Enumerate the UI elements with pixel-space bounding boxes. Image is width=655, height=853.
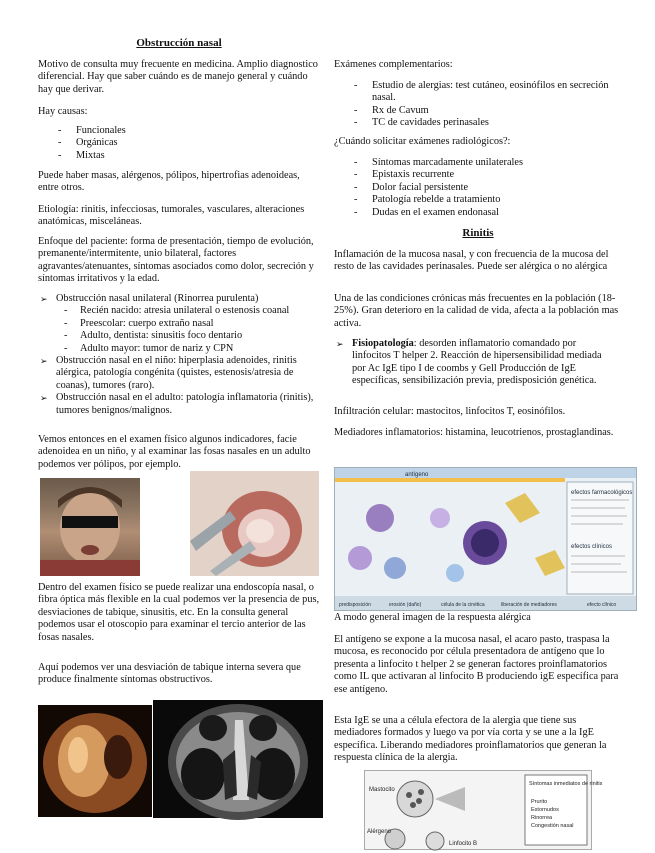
list-item: - TC de cavidades perinasales xyxy=(334,117,622,129)
list-item: - Estudio de alergias: test cutáneo, eosinófilos en secreción nasal. xyxy=(334,80,622,105)
diagram-bottom-label: efecto clínico xyxy=(587,602,617,608)
diagram-clinical-effects-label: efectos clínicos xyxy=(571,544,613,550)
diagram-caption: A modo general imagen de la respuesta alérgica xyxy=(334,612,531,623)
diagram-sintoma: Congestión nasal xyxy=(531,823,574,829)
examen-paragraph: Vemos entonces en el examen físico algunos indicadores, facie adenoidea en un niño, y al examinar las fosas nasales en un adulto podemos ver pólipos, por ejemplo. xyxy=(38,434,311,470)
immune-cascade-illustration xyxy=(335,468,636,610)
fisio-label: Fisiopatología xyxy=(352,338,414,349)
diagram-sintoma: Rinorrea xyxy=(531,815,553,821)
list-item: - Funcionales xyxy=(38,125,320,137)
list-item: - Dolor facial persistente xyxy=(334,182,622,194)
sinus-ct-illustration xyxy=(153,700,323,818)
list-item: - Preescolar: cuerpo extraño nasal xyxy=(56,318,320,330)
examenes-heading: Exámenes complementarios: xyxy=(334,59,453,70)
list-item: - Epistaxis recurrente xyxy=(334,169,622,181)
fisio-text: : desorden inflamatorio comandado por linfocitos T helper 2. Reacción de hipersensibilidad mediada por Ac IgE tipo I de coombs y Gell Producción de IgE específicas, sensibilización previa, predisposición genética. xyxy=(352,338,602,387)
list-item: - Dudas en el examen endonasal xyxy=(334,207,622,219)
diagram-sintomas-title: Síntomas inmediatos de rinitis xyxy=(529,781,603,787)
nasal-exam-photo xyxy=(190,471,319,576)
list-item: - Rx de Cavum xyxy=(334,105,622,117)
unilateral-sublist xyxy=(56,305,320,355)
masas-paragraph: Puede haber masas, alérgenos, pólipos, hipertrofias adenoideas, entre otros. xyxy=(38,170,300,194)
causas-heading: Hay causas: xyxy=(38,106,88,117)
mediadores-paragraph: Mediadores inflamatorios: histamina, leucotrienos, prostaglandinas. xyxy=(334,427,614,438)
list-item: - Orgánicas xyxy=(38,137,320,149)
child-face-illustration xyxy=(40,478,140,576)
diagram-bottom-label: célula de la cinética xyxy=(441,602,485,608)
cronicas-paragraph: Una de las condiciones crónicas más frecuentes en la población (18-25%). Gran deterioro en la calidad de vida, afecta a la población mas activa. xyxy=(334,293,619,329)
allergic-response-diagram xyxy=(334,467,637,611)
infiltracion-paragraph: Infiltración celular: mastocitos, linfocitos T, eosinófilos. xyxy=(334,406,566,417)
list-item: - Síntomas marcadamente unilaterales xyxy=(334,157,622,169)
diagram-mastocito-label: Mastocito xyxy=(369,787,395,793)
rinitis-definition: Inflamación de la mucosa nasal, y con frecuencia de la mucosa del resto de las cavidades perinasales. Puede ser alérgica o no alérgica xyxy=(334,249,609,273)
nasal-polyp-illustration xyxy=(190,471,319,576)
adenoid-facies-photo xyxy=(40,478,140,576)
list-item: ➢ Obstrucción nasal en el niño: hiperplasia adenoides, rinitis alérgica, patología congénita (quistes, estenosis/atresia de coanas), tumores (raro). xyxy=(38,355,320,392)
mast-cell-illustration xyxy=(365,771,603,849)
diagram-bottom-label: predisposición xyxy=(339,602,371,608)
diagram-sintoma: Estornudos xyxy=(531,807,559,813)
list-item: - Mixtas xyxy=(38,150,320,162)
list-item: - Recién nacido: atresia unilateral o estenosis coanal xyxy=(56,305,320,317)
list-item: - Patología rebelde a tratamiento xyxy=(334,194,622,206)
enfoque-paragraph: Enfoque del paciente: forma de presentación, tiempo de evolución, premanente/intermitente, unio bilateral, factores agravantes/atenuantes, síntomas asociados como dolor, secreción y síntomas irritativos y la edad. xyxy=(38,236,314,285)
diagram-antigen-label: antígeno xyxy=(405,472,429,478)
diagram-sintoma: Prurito xyxy=(531,799,548,805)
ige-paragraph: Esta IgE se una a célula efectora de la alergia que tiene sus mediadores formados y luego va por vía corta y se une a la IgE específica. Liberando mediadores proinflamatorios que generan la respuesta clínica de la alergia. xyxy=(334,715,607,764)
desviacion-paragraph: Aquí podemos ver una desviación de tabique interna severa que produce finalmente síntomas obstructivos. xyxy=(38,662,301,686)
diagram-pharm-effects-label: efectos farmacológicos xyxy=(571,490,633,496)
causas-list xyxy=(38,125,320,162)
list-item xyxy=(38,293,320,355)
diagram-bottom-label: liberación de mediadores xyxy=(501,602,557,608)
endoscopia-paragraph: Dentro del examen físico se puede realizar una endoscopía nasal, o fibra óptica más flexible en la cual podemos ver la presencia de pus, desviaciones de tabique, sinusitis, etc. En la consulta general podemos usar el otoscopio para examinar el tercio anterior de las fosas nasales. xyxy=(38,582,320,643)
etiologia-paragraph: Etiología: rinitis, infecciosas, tumorales, vasculares, alteraciones anatómicas, misceláneas. xyxy=(38,204,305,228)
ct-scan-image xyxy=(153,700,323,818)
septal-deviation-endoscopy xyxy=(38,705,152,817)
list-item: ➢ Obstrucción nasal en el adulto: patología inflamatoria (rinitis), tumores benignos/malignos. xyxy=(38,392,320,417)
mast-cell-diagram xyxy=(364,770,603,850)
diagram-linfocito-label: Linfocito B xyxy=(449,841,478,847)
list-item: - Adulto, dentista: sinusitis foco dentario xyxy=(56,330,320,342)
examenes-list xyxy=(334,80,622,130)
rinitis-title: Rinitis xyxy=(462,227,494,239)
fisio-list xyxy=(334,338,606,388)
page-title: Obstrucción nasal xyxy=(136,37,222,49)
endoscopy-photo xyxy=(38,705,152,817)
list-item: - Adulto mayor: tumor de nariz y CPN xyxy=(56,343,320,355)
cuando-list xyxy=(334,157,622,219)
list-item xyxy=(334,338,606,388)
antigeno-paragraph: El antígeno se expone a la mucosa nasal, el acaro pasto, traspasa la mucosa, es reconocido por célula presentadora de antígeno que lo presenta a linfocito t helper 2 se generan factores proinflamatorios como IL que activaran al linfocito B produciendo igE específica para ese antígeno. xyxy=(334,634,619,695)
unilateral-label: Obstrucción nasal unilateral (Rinorrea purulenta) xyxy=(56,293,259,304)
cuando-heading: ¿Cuándo solicitar exámenes radiológicos?: xyxy=(334,136,511,147)
diagram-alergeno-label: Alérgeno xyxy=(367,829,392,835)
obstruccion-list xyxy=(38,293,320,417)
diagram-bottom-label: erosión (daño) xyxy=(389,602,422,608)
intro-paragraph: Motivo de consulta muy frecuente en medicina. Amplio diagnostico diferencial. Hay que saber cuándo es de manejo general y cuándo hay que derivar. xyxy=(38,59,318,95)
